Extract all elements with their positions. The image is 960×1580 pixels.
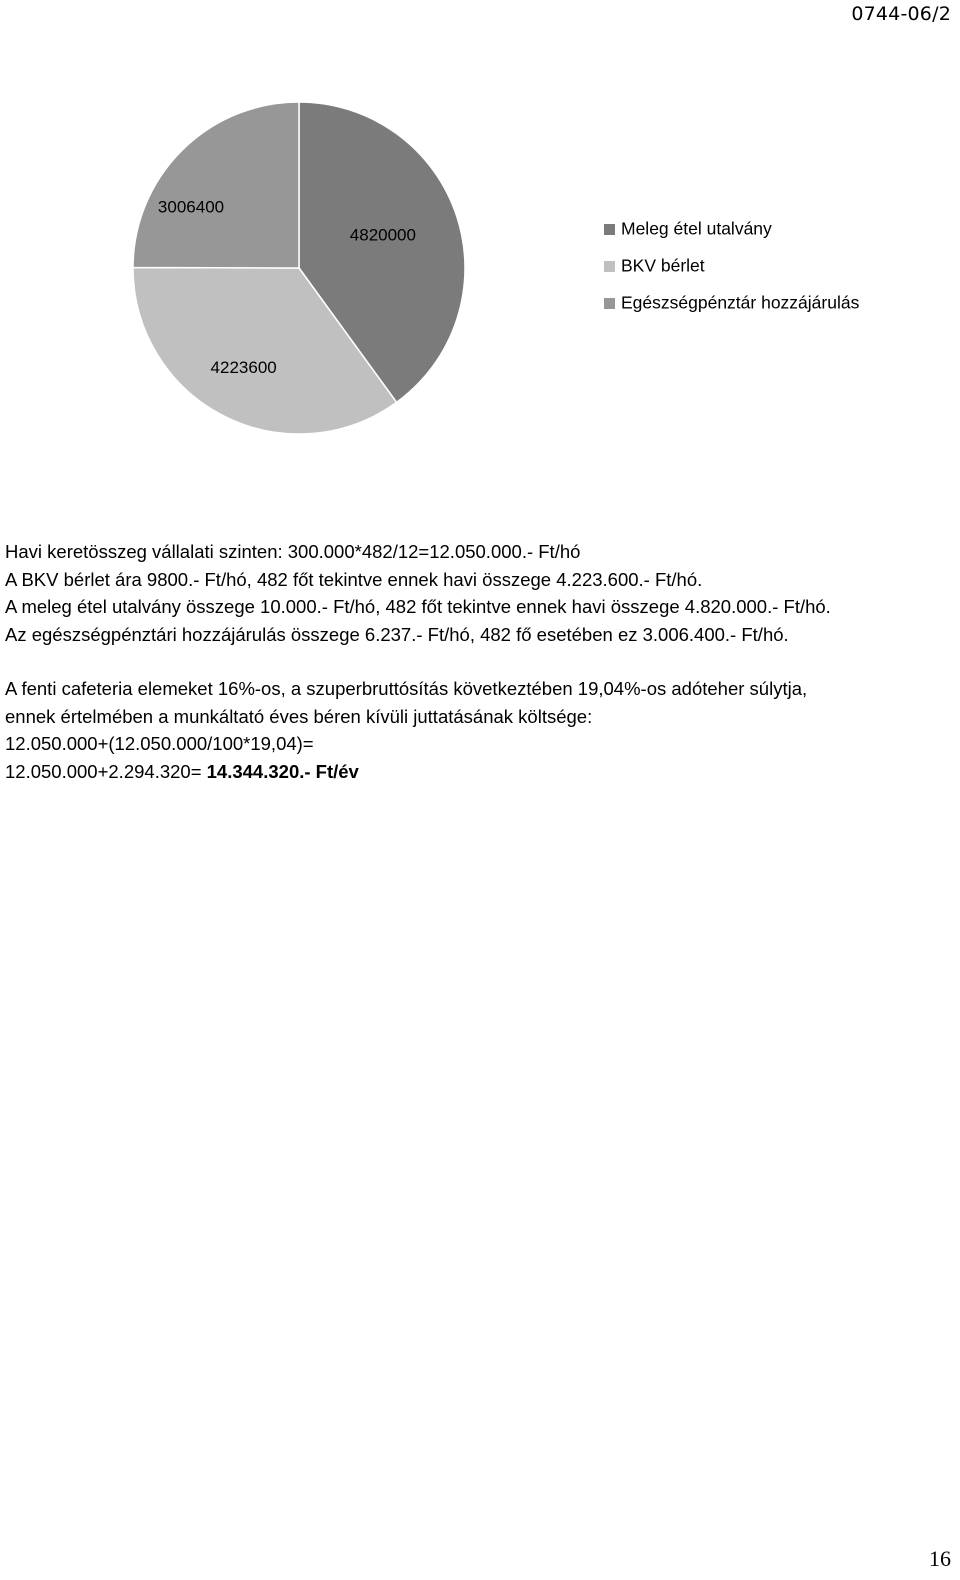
pie-slice-3 <box>133 102 299 268</box>
result-value: 14.344.320.- Ft/év <box>206 760 359 782</box>
pie-data-label-3: 3006400 <box>157 197 225 217</box>
legend-label-3: Egészségpénztár hozzájárulás <box>621 292 860 313</box>
pie-slices <box>133 102 465 434</box>
text-line-formula: 12.050.000+(12.050.000/100*19,04)= <box>5 733 314 754</box>
text-line-bkv: A BKV bérlet ára 9800.- Ft/hó, 482 főt tekintve ennek havi összege 4.223.600.- Ft/hó. <box>5 568 703 590</box>
summary-paragraph <box>5 538 955 648</box>
pie-data-label-1: 4820000 <box>349 225 416 245</box>
result-prefix: 12.050.000+2.294.320= <box>5 760 207 782</box>
text-line-monthly-budget: Havi keretösszeg vállalati szinten: 300.000*482/12=12.050.000.- Ft/hó <box>5 541 581 562</box>
legend-swatch-3 <box>604 298 615 309</box>
cost-paragraph <box>5 675 955 785</box>
page-number: 16 <box>929 1546 951 1571</box>
legend-label-2: BKV bérlet <box>621 255 705 276</box>
legend-swatch-2 <box>604 261 615 272</box>
text-line-result <box>5 758 955 786</box>
chart-legend <box>604 219 860 313</box>
text-line-meal-voucher: A meleg étel utalvány összege 10.000.- Ft/hó, 482 főt tekintve ennek havi összege 4.820.000.- Ft/hó. <box>5 596 831 617</box>
text-line-employer-cost: ennek értelmében a munkáltató éves béren kívüli juttatásának költsége: <box>5 705 593 727</box>
legend-label-1: Meleg étel utalvány <box>621 218 772 239</box>
pie-data-label-2: 4223600 <box>210 358 277 378</box>
legend-swatch-1 <box>604 224 615 235</box>
pie-chart <box>0 0 960 470</box>
document-id: 0744-06/2 <box>851 3 951 25</box>
text-line-health-fund: Az egészségpénztári hozzájárulás összege 6.237.- Ft/hó, 482 fő esetében ez 3.006.400.- Ft/hó. <box>5 623 789 645</box>
text-line-tax-burden: A fenti cafeteria elemeket 16%-os, a szuperbruttósítás következtében 19,04%-os adóteher súlytja, <box>5 678 808 699</box>
